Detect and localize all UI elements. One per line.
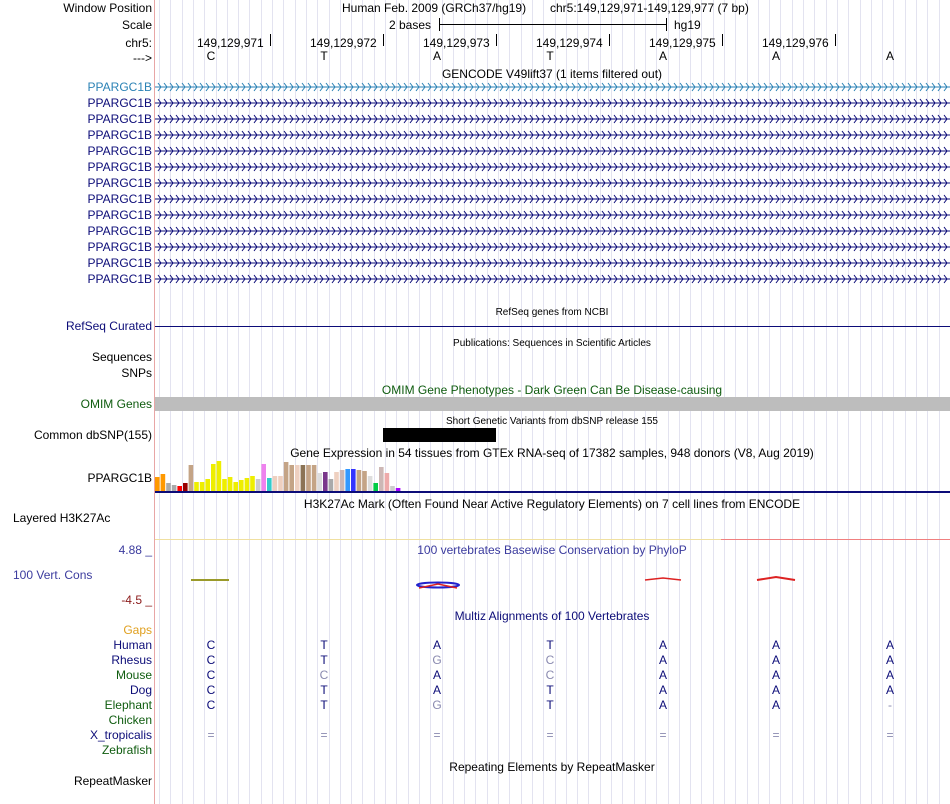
publications-track-title: Publications: Sequences in Scientific Articles [453, 338, 651, 349]
multiz-species-label[interactable]: X_tropicalis [89, 728, 152, 742]
h3k27ac-track-title: H3K27Ac Mark (Often Found Near Active Regulatory Elements) on 7 cell lines from ENCODE [303, 497, 801, 511]
phylop-signal[interactable] [155, 565, 950, 605]
gtex-track-label[interactable]: PPARGC1B [87, 471, 152, 485]
gencode-gene-label[interactable]: PPARGC1B [87, 192, 152, 206]
gencode-gene-label[interactable]: PPARGC1B [87, 144, 152, 158]
gtex-tissue-bar [317, 473, 322, 491]
reference-base: A [885, 49, 895, 63]
gencode-gene-label[interactable]: PPARGC1B [87, 208, 152, 222]
gtex-tissue-bar [166, 483, 171, 491]
scale-label: Scale [121, 18, 152, 32]
position-text: chr5:149,129,971-149,129,977 (7 bp) [550, 1, 749, 15]
coordinate-label: 149,129,971 [197, 36, 264, 50]
coordinate-tick [835, 34, 836, 46]
gtex-tissue-bar [301, 465, 306, 491]
multiz-aligned-base: A [771, 668, 781, 682]
gtex-tissue-bar [390, 486, 395, 491]
gtex-tissue-bar [379, 467, 384, 491]
gtex-tissue-bar [172, 485, 177, 491]
multiz-aligned-base: C [206, 698, 216, 712]
snps-track-label[interactable]: SNPs [121, 366, 152, 380]
gtex-tissue-bar [385, 473, 390, 491]
gtex-tissue-bar [194, 482, 199, 491]
coordinate-tick [496, 34, 497, 46]
gtex-tissue-bar [183, 483, 188, 491]
chrom-label: chr5: [125, 36, 152, 50]
reference-base: A [658, 49, 668, 63]
gtex-tissue-bar [211, 464, 216, 491]
track-label-panel [0, 0, 155, 804]
gtex-tissue-bar [217, 461, 222, 491]
multiz-aligned-base: A [771, 653, 781, 667]
gencode-gene-arrow-row[interactable] [155, 192, 950, 206]
gtex-tissue-bar [340, 470, 345, 491]
gencode-gene-arrow-row[interactable] [155, 208, 950, 222]
gtex-tissue-bar [323, 472, 328, 491]
gtex-tissue-bar [205, 479, 210, 491]
gtex-tissue-bar [362, 471, 367, 491]
multiz-aligned-base: G [432, 698, 442, 712]
phylop-min-label: -4.5 _ [121, 593, 152, 607]
multiz-species-label[interactable]: Zebrafish [101, 743, 152, 757]
gencode-gene-arrow-row[interactable] [155, 176, 950, 190]
gencode-gene-label[interactable]: PPARGC1B [87, 80, 152, 94]
gencode-gene-arrow-row[interactable] [155, 240, 950, 254]
multiz-aligned-base: C [545, 653, 555, 667]
window-position-label: Window Position [63, 1, 152, 15]
gencode-gene-arrow-row[interactable] [155, 112, 950, 126]
phylop-track-title: 100 vertebrates Basewise Conservation by PhyloP [417, 543, 687, 557]
gtex-tissue-bar [250, 476, 255, 491]
gencode-gene-arrow-row[interactable] [155, 256, 950, 270]
assembly-text: Human Feb. 2009 (GRCh37/hg19) [342, 1, 527, 15]
gtex-tissue-bar [312, 465, 317, 491]
multiz-aligned-base: T [320, 638, 328, 652]
coordinate-tick [270, 34, 271, 46]
multiz-aligned-base: T [320, 698, 328, 712]
gtex-track-title: Gene Expression in 54 tissues from GTEx RNA-seq of 17382 samples, 948 donors (V8, Aug 2019) [290, 446, 814, 460]
phylop-max-label: 4.88 _ [118, 543, 152, 557]
h3k27ac-signal-line-left [155, 539, 721, 540]
db-text: hg19 [674, 18, 701, 32]
gtex-tissue-bar [177, 486, 182, 491]
gtex-tissue-bar [396, 488, 401, 491]
multiz-aligned-base: C [206, 683, 216, 697]
coordinate-label: 149,129,972 [310, 36, 377, 50]
gtex-tissue-bar [245, 478, 250, 491]
strand-label: ---> [133, 51, 152, 65]
phylop-track-label[interactable]: 100 Vert. Cons [13, 568, 93, 582]
multiz-aligned-base: C [545, 668, 555, 682]
gtex-tissue-bar [256, 479, 261, 491]
multiz-gaps-label: Gaps [123, 623, 152, 637]
gtex-tissue-bar [161, 474, 166, 491]
multiz-aligned-base: = [546, 728, 554, 742]
gtex-tissue-bar [368, 476, 373, 491]
multiz-aligned-base: C [206, 638, 216, 652]
dbsnp-variant-block[interactable] [383, 428, 496, 442]
gtex-tissue-bar [351, 469, 356, 491]
gtex-bar-chart[interactable] [155, 460, 950, 494]
multiz-aligned-base: A [658, 668, 668, 682]
gtex-tissue-bar [306, 465, 311, 491]
gtex-tissue-bar [189, 465, 194, 491]
gencode-gene-arrow-row[interactable] [155, 96, 950, 110]
multiz-species-label[interactable]: Chicken [108, 713, 152, 727]
multiz-aligned-base: T [546, 638, 554, 652]
omim-track-label[interactable]: OMIM Genes [80, 397, 152, 411]
gtex-tissue-bar [261, 464, 266, 491]
omim-track-title: OMIM Gene Phenotypes - Dark Green Can Be Disease-causing [381, 383, 723, 397]
multiz-species-label[interactable]: Dog [129, 683, 152, 697]
repeatmasker-track-title: Repeating Elements by RepeatMasker [449, 760, 655, 774]
multiz-aligned-base: A [885, 683, 895, 697]
gtex-tissue-bar [155, 477, 160, 491]
sequences-track-label[interactable]: Sequences [91, 350, 152, 364]
gtex-tissue-bar [222, 479, 227, 491]
scale-bar-right-tick [666, 18, 667, 31]
omim-gene-bar[interactable] [155, 397, 950, 411]
multiz-aligned-base: T [320, 653, 328, 667]
gtex-tissue-bar [233, 482, 238, 491]
gtex-tissue-bar [373, 483, 378, 491]
multiz-aligned-base: T [320, 683, 328, 697]
reference-base: C [206, 49, 216, 63]
coordinate-label: 149,129,976 [762, 36, 829, 50]
multiz-aligned-base: A [885, 668, 895, 682]
gtex-tissue-bar [278, 476, 283, 491]
gtex-tissue-bar [228, 477, 233, 491]
multiz-aligned-base: A [771, 638, 781, 652]
gencode-track-title: GENCODE V49lift37 (1 items filtered out) [441, 67, 663, 81]
multiz-aligned-base: A [885, 638, 895, 652]
dbsnp-track-label[interactable]: Common dbSNP(155) [33, 428, 152, 442]
reference-base: T [546, 49, 554, 63]
gtex-tissue-bar [273, 476, 278, 491]
multiz-aligned-base: = [659, 728, 667, 742]
multiz-aligned-base: A [658, 638, 668, 652]
multiz-track-title: Multiz Alignments of 100 Vertebrates [454, 609, 650, 623]
multiz-aligned-base: A [658, 698, 668, 712]
coordinate-tick [383, 34, 384, 46]
multiz-aligned-base: G [432, 653, 442, 667]
coordinate-tick [609, 34, 610, 46]
track-data-panel[interactable] [155, 0, 950, 804]
gencode-gene-label[interactable]: PPARGC1B [87, 224, 152, 238]
gencode-gene-label[interactable]: PPARGC1B [87, 272, 152, 286]
multiz-aligned-base: C [206, 668, 216, 682]
gtex-tissue-bar [295, 465, 300, 491]
gtex-tissue-bar [239, 480, 244, 491]
gtex-tissue-bar [345, 469, 350, 491]
multiz-aligned-base: T [546, 683, 554, 697]
gtex-tissue-bar [329, 479, 334, 491]
multiz-aligned-base: = [433, 728, 441, 742]
h3k27ac-track-label[interactable]: Layered H3K27Ac [13, 511, 111, 525]
gencode-gene-arrow-row[interactable] [155, 128, 950, 142]
multiz-aligned-base: = [320, 728, 328, 742]
phylop-mark-5 [757, 577, 795, 580]
refseq-gene-line[interactable] [155, 326, 950, 327]
multiz-aligned-base: C [319, 668, 329, 682]
gencode-gene-label[interactable]: PPARGC1B [87, 112, 152, 126]
multiz-aligned-base: A [771, 698, 781, 712]
gtex-tissue-bar [284, 462, 289, 491]
multiz-aligned-base: A [885, 653, 895, 667]
gencode-gene-label[interactable]: PPARGC1B [87, 176, 152, 190]
repeatmasker-track-label[interactable]: RepeatMasker [73, 774, 152, 788]
gtex-tissue-bar [267, 478, 272, 491]
multiz-species-label[interactable]: Human [113, 638, 152, 652]
scale-text: 2 bases [389, 18, 432, 32]
gencode-gene-arrow-row[interactable] [155, 144, 950, 158]
gtex-tissue-bar [289, 465, 294, 491]
multiz-aligned-base: = [772, 728, 780, 742]
gtex-tissue-bar [357, 470, 362, 491]
scale-bar [439, 24, 666, 25]
coordinate-label: 149,129,974 [536, 36, 603, 50]
multiz-aligned-base: A [771, 683, 781, 697]
gencode-gene-arrow-row[interactable] [155, 160, 950, 174]
gencode-gene-label[interactable]: PPARGC1B [87, 128, 152, 142]
multiz-aligned-base: A [432, 668, 442, 682]
multiz-aligned-base: = [207, 728, 215, 742]
multiz-aligned-base: = [886, 728, 894, 742]
multiz-aligned-base: C [206, 653, 216, 667]
gencode-gene-arrow-row[interactable] [155, 272, 950, 286]
gencode-gene-label[interactable]: PPARGC1B [87, 96, 152, 110]
dbsnp-track-title: Short Genetic Variants from dbSNP release 155 [446, 416, 658, 427]
phylop-mark-4 [645, 578, 681, 580]
coordinate-label: 149,129,975 [649, 36, 716, 50]
reference-base: A [771, 49, 781, 63]
gencode-gene-arrow-row[interactable] [155, 80, 950, 94]
gencode-gene-label[interactable]: PPARGC1B [87, 256, 152, 270]
reference-base: T [320, 49, 328, 63]
gtex-tissue-bar [334, 472, 339, 491]
multiz-species-label[interactable]: Elephant [104, 698, 152, 712]
coordinate-tick [722, 34, 723, 46]
reference-base: A [432, 49, 442, 63]
multiz-aligned-base: T [546, 698, 554, 712]
multiz-aligned-base: A [658, 653, 668, 667]
multiz-aligned-base: A [658, 683, 668, 697]
scale-bar-left-tick [439, 18, 440, 31]
multiz-species-label[interactable]: Rhesus [111, 653, 152, 667]
coordinate-label: 149,129,973 [423, 36, 490, 50]
multiz-aligned-base: A [432, 638, 442, 652]
multiz-aligned-base: A [432, 683, 442, 697]
multiz-aligned-base: - [888, 698, 892, 712]
multiz-species-label[interactable]: Mouse [115, 668, 152, 682]
refseq-track-title: RefSeq genes from NCBI [495, 307, 609, 318]
gtex-tissue-bar [200, 482, 205, 491]
refseq-track-label[interactable]: RefSeq Curated [65, 319, 152, 333]
gencode-gene-label[interactable]: PPARGC1B [87, 160, 152, 174]
gencode-gene-arrow-row[interactable] [155, 224, 950, 238]
h3k27ac-signal-line-right [721, 539, 950, 540]
gencode-gene-label[interactable]: PPARGC1B [87, 240, 152, 254]
